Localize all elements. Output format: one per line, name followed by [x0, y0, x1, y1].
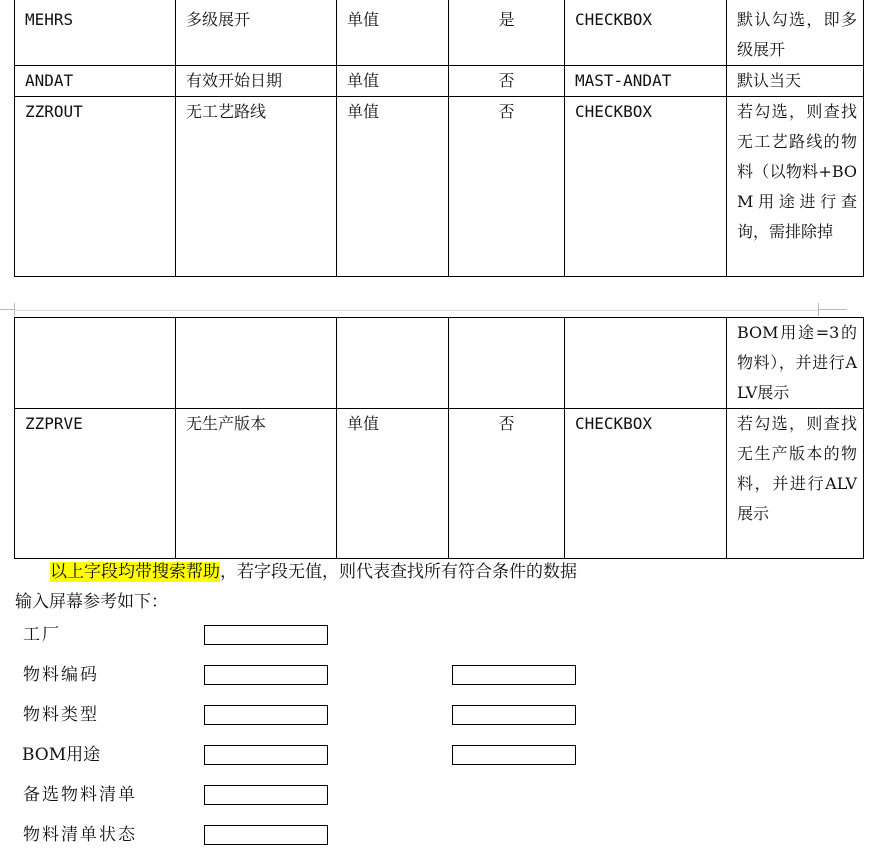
parameter-table-top — [14, 0, 864, 277]
bom-usage-to-input[interactable] — [452, 745, 576, 765]
search-help-note — [50, 558, 577, 586]
page-break — [0, 303, 883, 315]
alt-bom-label: 备选物料清单 — [23, 785, 137, 805]
required-cell: 否 — [449, 66, 565, 97]
form-row-alt-bom — [23, 783, 623, 807]
value-type-cell: 单值 — [337, 409, 449, 559]
field-name-cell: ZZPRVE — [15, 409, 176, 559]
field-description-cell: 无工艺路线 — [176, 97, 337, 277]
remark-cell: 默认当天 — [727, 66, 864, 97]
selection-screen-intro: 输入屏幕参考如下： — [15, 592, 168, 612]
bom-usage-from-input[interactable] — [204, 745, 328, 765]
parameter-table-bottom — [14, 317, 864, 559]
remark-cell: 若勾选，则查找无工艺路线的物料（以物料+BOM用途进行查询，需排除掉 — [727, 97, 864, 277]
field-name-cell: MEHRS — [15, 0, 176, 66]
alt-bom-input[interactable] — [204, 785, 328, 805]
control-cell — [565, 318, 727, 409]
table-row — [15, 409, 864, 559]
required-cell: 否 — [449, 97, 565, 277]
value-type-cell: 单值 — [337, 0, 449, 66]
material-type-from-input[interactable] — [204, 705, 328, 725]
material-label: 物料编码 — [23, 665, 99, 685]
field-description-cell: 有效开始日期 — [176, 66, 337, 97]
table-row — [15, 66, 864, 97]
plant-input[interactable] — [204, 625, 328, 645]
control-cell: CHECKBOX — [565, 97, 727, 277]
form-row-bom-usage — [23, 743, 623, 767]
table-row — [15, 0, 864, 66]
required-cell: 否 — [449, 409, 565, 559]
field-name-cell: ZZROUT — [15, 97, 176, 277]
value-type-cell — [337, 318, 449, 409]
field-description-cell: 无生产版本 — [176, 409, 337, 559]
field-description-cell: 多级展开 — [176, 0, 337, 66]
bom-usage-label: BOM用途 — [22, 745, 101, 765]
field-name-cell: ANDAT — [15, 66, 176, 97]
material-to-input[interactable] — [452, 665, 576, 685]
form-row-plant — [23, 623, 623, 647]
control-cell: CHECKBOX — [565, 409, 727, 559]
control-cell: CHECKBOX — [565, 0, 727, 66]
field-description-cell — [176, 318, 337, 409]
table-row — [15, 318, 864, 409]
remark-cell: 若勾选，则查找无生产版本的物料，并进行ALV展示 — [727, 409, 864, 559]
field-name-cell — [15, 318, 176, 409]
value-type-cell: 单值 — [337, 97, 449, 277]
form-row-material — [23, 663, 623, 687]
remark-cell: 默认勾选，即多级展开 — [727, 0, 864, 66]
required-cell — [449, 318, 565, 409]
table-row — [15, 97, 864, 277]
value-type-cell: 单值 — [337, 66, 449, 97]
page-corner-mark — [0, 309, 15, 316]
form-row-material-type — [23, 703, 623, 727]
page-break-line — [14, 310, 819, 311]
highlighted-text: 以上字段均带搜索帮助 — [50, 562, 220, 582]
control-cell: MAST-ANDAT — [565, 66, 727, 97]
remark-cell: BOM用途=3的物料），并进行ALV展示 — [727, 318, 864, 409]
bom-status-input[interactable] — [204, 825, 328, 845]
bom-status-label: 物料清单状态 — [23, 825, 137, 845]
material-type-label: 物料类型 — [23, 705, 99, 725]
material-from-input[interactable] — [204, 665, 328, 685]
note-text: ，若字段无值，则代表查找所有符合条件的数据 — [220, 562, 577, 582]
material-type-to-input[interactable] — [452, 705, 576, 725]
form-row-bom-status — [23, 823, 623, 847]
page-corner-mark — [818, 309, 847, 316]
required-cell: 是 — [449, 0, 565, 66]
plant-label: 工厂 — [23, 625, 61, 645]
